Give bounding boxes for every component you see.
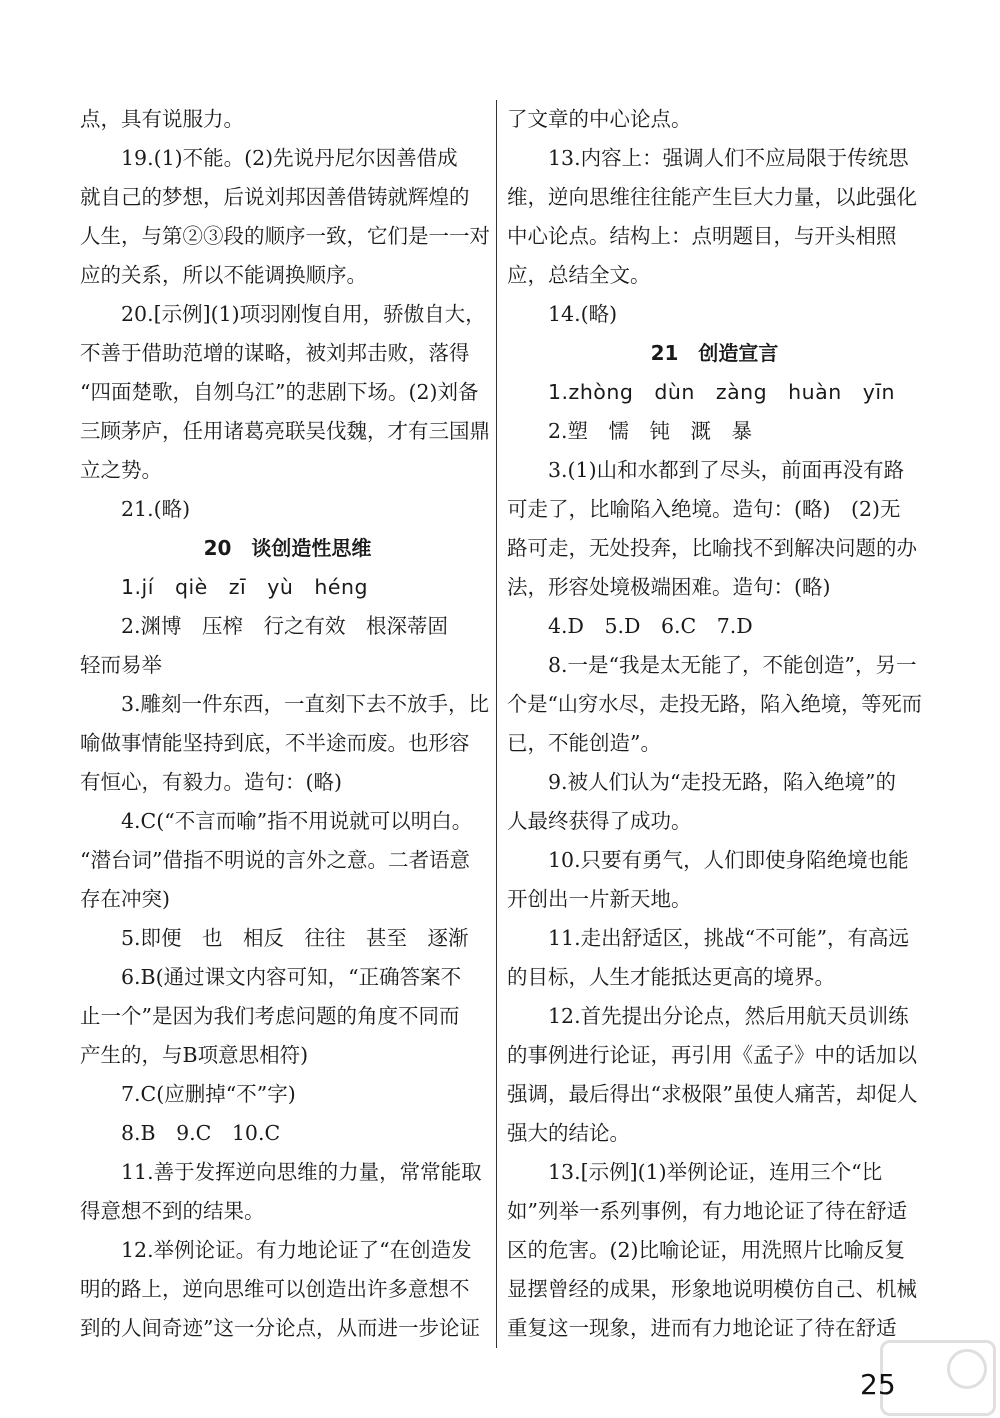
line-text: 得意想不到的结果。 <box>80 1199 265 1223</box>
line-text: 止一个”是因为我们考虑问题的角度不同而 <box>80 1004 460 1028</box>
line-text: 人最终获得了成功。 <box>507 809 692 833</box>
section-heading <box>80 529 495 568</box>
line-text: “潜台词”借指不明说的言外之意。二者语意 <box>80 848 470 872</box>
line-text: 中心论点。结构上：点明题目，与开头相照 <box>507 224 897 248</box>
line-text: 21.(略) <box>121 497 191 521</box>
line-text: 20.[示例](1)项羽刚愎自用，骄傲自大， <box>121 302 486 326</box>
text-line <box>507 529 922 568</box>
line-text: 人生，与第②③段的顺序一致，它们是一一对 <box>80 224 490 248</box>
text-line <box>507 490 922 529</box>
line-text: 强调，最后得出“求极限”虽使人痛苦，却促人 <box>507 1082 918 1106</box>
text-line <box>80 763 495 802</box>
text-line <box>507 646 922 685</box>
line-text: 显摆曾经的成果，形象地说明模仿自己、机械 <box>507 1277 917 1301</box>
text-line <box>507 568 922 607</box>
text-line <box>507 217 922 256</box>
line-text: 可走了，比喻陷入绝境。造句：(略) (2)无 <box>507 497 901 521</box>
text-line <box>507 100 922 139</box>
line-text: 19.(1)不能。(2)先说丹尼尔因善借成 <box>121 146 458 170</box>
text-line <box>80 1192 495 1231</box>
text-line <box>507 841 922 880</box>
text-line <box>80 919 495 958</box>
text-line <box>507 1075 922 1114</box>
text-line <box>507 1153 922 1192</box>
text-line <box>80 1075 495 1114</box>
text-line <box>507 1231 922 1270</box>
line-text: 存在冲突) <box>80 887 170 911</box>
line-text: 个是“山穷水尽，走投无路，陷入绝境，等死而 <box>507 692 923 716</box>
line-text: 不善于借助范增的谋略，被刘邦击败，落得 <box>80 341 470 365</box>
line-text: 1.jí qiè zī yù héng <box>121 575 368 599</box>
line-text: 应，总结全文。 <box>507 263 651 287</box>
line-text: 立之势。 <box>80 458 162 482</box>
section-heading <box>507 334 922 373</box>
line-text: 21 创造宣言 <box>650 341 779 365</box>
line-text: 10.只要有勇气，人们即使身陷绝境也能 <box>548 848 909 872</box>
text-line <box>80 724 495 763</box>
text-line <box>507 139 922 178</box>
text-line <box>80 1309 495 1348</box>
text-line <box>80 841 495 880</box>
line-text: 12.举例论证。有力地论证了“在创造发 <box>121 1238 472 1262</box>
watermark-logo-icon <box>880 1340 996 1416</box>
text-line <box>507 802 922 841</box>
text-line <box>80 100 495 139</box>
text-line <box>80 997 495 1036</box>
right-column <box>507 100 922 1348</box>
line-text: 轻而易举 <box>80 653 162 677</box>
text-line <box>80 1114 495 1153</box>
line-text: 喻做事情能坚持到底，不半途而废。也形容 <box>80 731 470 755</box>
line-text: 到的人间奇迹”这一分论点，从而进一步论证 <box>80 1316 480 1340</box>
line-text: 9.被人们认为“走投无路，陷入绝境”的 <box>548 770 897 794</box>
line-text: 8.B 9.C 10.C <box>121 1121 281 1145</box>
text-line <box>507 451 922 490</box>
text-line <box>507 1270 922 1309</box>
line-text: 3.雕刻一件东西，一直刻下去不放手，比 <box>121 692 490 716</box>
text-line <box>80 295 495 334</box>
text-line <box>80 802 495 841</box>
text-line <box>80 1270 495 1309</box>
page-number: 25 <box>860 1368 896 1401</box>
text-line <box>507 763 922 802</box>
line-text: 7.C(应删掉“不”字) <box>121 1082 296 1106</box>
text-line <box>80 958 495 997</box>
text-line <box>80 646 495 685</box>
line-text: 12.首先提出分论点，然后用航天员训练 <box>548 1004 909 1028</box>
line-text: 如”列举一系列事例，有力地论证了待在舒适 <box>507 1199 907 1223</box>
line-text: 重复这一现象，进而有力地论证了待在舒适 <box>507 1316 897 1340</box>
line-text: 的事例进行论证，再引用《孟子》中的话加以 <box>507 1043 917 1067</box>
line-text: 维，逆向思维往往能产生巨大力量，以此强化 <box>507 185 917 209</box>
text-line <box>507 724 922 763</box>
line-text: 13.[示例](1)举例论证，连用三个“比 <box>548 1160 883 1184</box>
text-line <box>507 880 922 919</box>
line-text: 开创出一片新天地。 <box>507 887 692 911</box>
line-text: 产生的，与B项意思相符) <box>80 1043 309 1067</box>
text-line <box>80 685 495 724</box>
line-text: 了文章的中心论点。 <box>507 107 692 131</box>
line-text: 法，形容处境极端困难。造句：(略) <box>507 575 831 599</box>
text-line <box>507 1192 922 1231</box>
text-line <box>80 334 495 373</box>
text-line <box>80 217 495 256</box>
line-text: 1.zhòng dùn zàng huàn yīn <box>548 380 896 404</box>
text-line <box>507 295 922 334</box>
text-line <box>507 919 922 958</box>
line-text: 2.渊博 压榨 行之有效 根深蒂固 <box>121 614 449 638</box>
line-text: 区的危害。(2)比喻论证，用洗照片比喻反复 <box>507 1238 906 1262</box>
line-text: 已，不能创造”。 <box>507 731 661 755</box>
text-line <box>507 1114 922 1153</box>
line-text: 有恒心，有毅力。造句：(略) <box>80 770 342 794</box>
text-line <box>80 373 495 412</box>
text-line <box>507 373 922 412</box>
text-line <box>80 256 495 295</box>
text-line <box>80 490 495 529</box>
line-text: 3.(1)山和水都到了尽头，前面再没有路 <box>548 458 905 482</box>
text-line <box>80 178 495 217</box>
line-text: 应的关系，所以不能调换顺序。 <box>80 263 367 287</box>
text-line <box>507 997 922 1036</box>
text-line <box>507 178 922 217</box>
left-column <box>80 100 495 1348</box>
text-line <box>507 685 922 724</box>
text-line <box>507 412 922 451</box>
text-line <box>80 451 495 490</box>
text-line <box>507 958 922 997</box>
text-line <box>80 1036 495 1075</box>
text-line <box>507 1036 922 1075</box>
line-text: 11.善于发挥逆向思维的力量，常常能取 <box>121 1160 482 1184</box>
line-text: 14.(略) <box>548 302 618 326</box>
line-text: 路可走，无处投奔，比喻找不到解决问题的办 <box>507 536 917 560</box>
line-text: 13.内容上：强调人们不应局限于传统思 <box>548 146 909 170</box>
line-text: 就自己的梦想，后说刘邦因善借铸就辉煌的 <box>80 185 470 209</box>
line-text: 4.C(“不言而喻”指不用说就可以明白。 <box>121 809 473 833</box>
text-line <box>80 607 495 646</box>
text-line <box>80 139 495 178</box>
text-line <box>507 1309 922 1348</box>
line-text: 5.即便 也 相反 往往 甚至 逐渐 <box>121 926 469 950</box>
column-divider <box>496 100 497 1348</box>
line-text: 20 谈创造性思维 <box>203 536 372 560</box>
line-text: 三顾茅庐，任用诸葛亮联吴伐魏，才有三国鼎 <box>80 419 490 443</box>
line-text: 强大的结论。 <box>507 1121 630 1145</box>
line-text: 4.D 5.D 6.C 7.D <box>548 614 753 638</box>
text-line <box>507 256 922 295</box>
line-text: 2.塑 懦 钝 溉 暴 <box>548 419 753 443</box>
text-line <box>80 1231 495 1270</box>
text-line <box>80 412 495 451</box>
line-text: 6.B(通过课文内容可知，“正确答案不 <box>121 965 462 989</box>
line-text: 的目标，人生才能抵达更高的境界。 <box>507 965 835 989</box>
line-text: 明的路上，逆向思维可以创造出许多意想不 <box>80 1277 470 1301</box>
line-text: 8.一是“我是太无能了，不能创造”，另一 <box>548 653 917 677</box>
text-line <box>80 1153 495 1192</box>
text-line <box>507 607 922 646</box>
line-text: 11.走出舒适区，挑战“不可能”，有高远 <box>548 926 910 950</box>
text-line <box>80 880 495 919</box>
line-text: 点，具有说服力。 <box>80 107 244 131</box>
line-text: “四面楚歌，自刎乌江”的悲剧下场。(2)刘备 <box>80 380 479 404</box>
text-line <box>80 568 495 607</box>
